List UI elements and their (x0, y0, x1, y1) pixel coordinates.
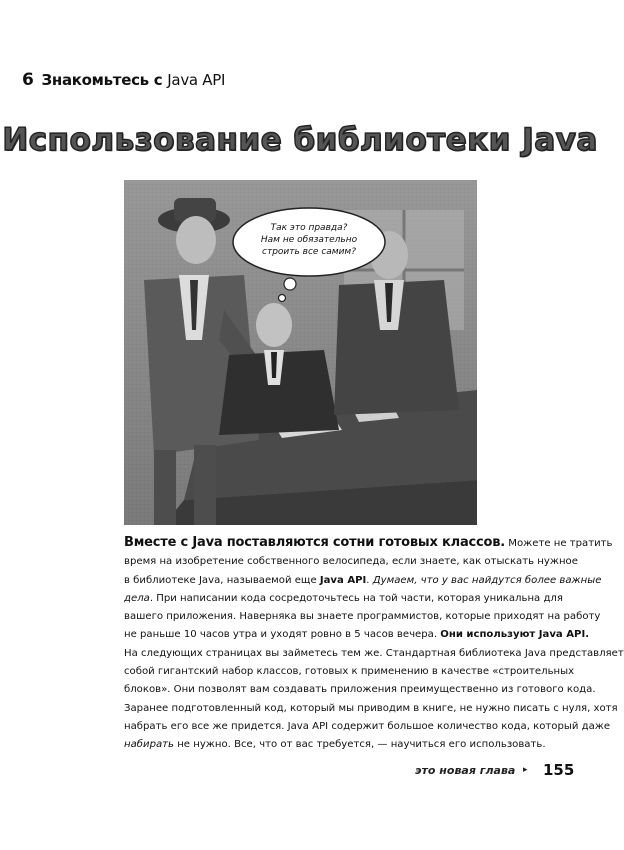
body-line-6 (124, 626, 590, 644)
body-line-5: вашего приложения. Наверняка вы знаете программистов, которые приходят на работу (124, 611, 601, 623)
body-text-3a: в библиотеке Java, называемой еще (124, 574, 320, 586)
italic-word-dela: дела (124, 592, 150, 604)
body-line-7: На следующих страницах вы займетесь тем же. Стандартная библиотека Java представляет (124, 647, 624, 659)
page-title: Использование библиотеки Java (2, 122, 598, 158)
footer-chapter-note: это новая глава (415, 764, 516, 777)
chapter-number: 6 (22, 70, 34, 90)
bubble-line-2: Нам не обязательно (260, 235, 358, 245)
lead-sentence: Вместе с Java поставляются сотни готовых классов. (124, 535, 506, 550)
page-number: 155 (543, 761, 575, 779)
italic-word-nabirat: набирать (124, 739, 174, 751)
body-line-8: собой гигантский набор классов, готовых к применению в качестве «строительных (124, 666, 575, 678)
chapter-header (22, 70, 225, 90)
java-api-term: Java API (319, 574, 367, 586)
chapter-title-api: Java API (167, 71, 226, 89)
bubble-text (232, 222, 386, 258)
body-line-1 (124, 534, 613, 553)
body-line-3 (124, 572, 602, 590)
body-line-11: набрать его все же придется. Java API содержит большое количество кода, который даже (124, 720, 611, 732)
italic-phrase: Думаем, что у вас найдутся более важные (372, 574, 602, 586)
body-text-3c: . (366, 574, 373, 586)
body-text-6a: не раньше 10 часов утра и уходят ровно в 5 часов вечера. (124, 629, 441, 641)
body-line-9: блоков». Они позволят вам создавать приложения преимущественно из готового кода. (124, 684, 596, 696)
illustration-photo (124, 180, 477, 525)
body-line-10: Заранее подготовленный код, который мы приводим в книге, не нужно писать с нуля, хотя (124, 702, 618, 714)
bold-statement: Они используют Java API. (440, 629, 590, 641)
body-text-4b: . При написании кода сосредоточьтесь на той части, которая уникальна для (149, 592, 563, 604)
chapter-title-prefix: Знакомьтесь с (41, 71, 168, 89)
body-text-1: Можете не тратить (508, 538, 613, 549)
bubble-line-3: строить все самим? (262, 247, 356, 257)
body-line-12 (124, 736, 564, 754)
body-text-12b: не нужно. Все, что от вас требуется, — научиться его использовать. (174, 739, 546, 751)
body-line-2: время на изобретение собственного велосипеда, если знаете, как отыскать нужное (124, 556, 578, 568)
body-line-4 (124, 590, 564, 608)
bubble-line-1: Так это правда? (270, 223, 348, 233)
footer-arrow-icon: ▸ (523, 765, 528, 775)
body-paragraph (124, 534, 624, 755)
